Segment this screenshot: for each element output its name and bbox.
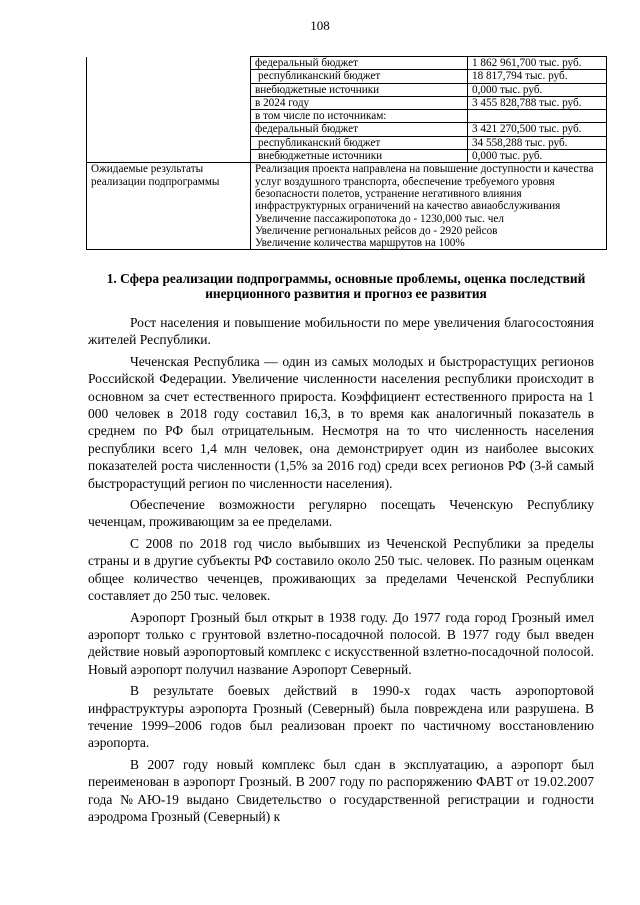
amount-cell: 0,000 тыс. руб.: [468, 150, 607, 163]
expected-results-line: Увеличение региональных рейсов до - 2920 рейсов: [255, 224, 498, 237]
amount-cell: 0,000 тыс. руб.: [468, 83, 607, 96]
amount-cell: 1 862 961,700 тыс. руб.: [468, 57, 607, 70]
table-row: [87, 110, 607, 123]
expected-results-label: Ожидаемые результаты реализации подпрограммы: [87, 163, 251, 250]
table-row: [87, 83, 607, 96]
source-cell: в 2024 году: [251, 96, 468, 109]
source-cell: республиканский бюджет: [251, 70, 468, 83]
table-row: [87, 57, 607, 70]
source-cell: федеральный бюджет: [251, 123, 468, 136]
expected-results-line: Увеличение пассажиропотока до - 1230,000 тыс. чел: [255, 212, 504, 225]
table-row: [87, 123, 607, 136]
amount-cell: 34 558,288 тыс. руб.: [468, 136, 607, 149]
amount-cell: [468, 110, 607, 123]
table-row: [87, 150, 607, 163]
section-heading: 1. Сфера реализации подпрограммы, основные проблемы, оценка последствий инерционного развития и прогноз ее развития: [106, 271, 586, 301]
amount-cell: 3 455 828,788 тыс. руб.: [468, 96, 607, 109]
page-number: 108: [310, 18, 330, 33]
paragraph: С 2008 по 2018 год число выбывших из Чеченской Республики за пределы страны и в другие субъекты РФ составило около 250 тыс. человек. По разным оценкам общее количество чеченцев, проживающих за пределами Чеченской Республики составляет до 250 тыс. человек.: [88, 535, 594, 604]
paragraph: В 2007 году новый комплекс был сдан в эксплуатацию, а аэропорт был переименован в аэропорт Грозный. В 2007 году по распоряжению ФАВТ от 19.02.2007 года №АЮ-19 выдано Свидетельство о государственной регистрации и годности аэродрома Грозный (Северный) к: [88, 756, 594, 824]
source-cell: внебюджетные источники: [251, 150, 468, 163]
empty-label-cell: [87, 136, 251, 149]
body-text: [88, 314, 594, 829]
funding-table: [86, 56, 607, 250]
source-cell: внебюджетные источники: [251, 83, 468, 96]
expected-results-line: Увеличение количества маршрутов на 100%: [255, 237, 465, 250]
expected-results-line: Реализация проекта направлена на повышение доступности и качества услуг воздушного транспорта, обеспечение требуемого уровня безопасности полетов, устранение негативного влияния инфраструктурных ограничений на качество авиаобслуживания: [255, 163, 594, 213]
expected-results-cell: [251, 163, 607, 250]
source-cell: федеральный бюджет: [251, 57, 468, 70]
paragraph: Чеченская Республика — один из самых молодых и быстрорастущих регионов Российской Федерации. Увеличение численности населения республики происходит в основном за счет естественного прироста. Коэффициент естественного прироста на 1 000 человек в 2018 году составил 16,3, в то время как аналогичный показатель в среднем по РФ был отрицательным. Несмотря на то что численность населения республики всего 1,4 млн человек, она демонстрирует один из наиболее высоких показателей роста численности (1,5% за 2016 год) среди всех регионов РФ (3-й самый быстрорастущий регион по численности населения).: [88, 353, 594, 491]
empty-label-cell: [87, 70, 251, 83]
source-cell: республиканский бюджет: [251, 136, 468, 149]
table-row: [87, 136, 607, 149]
expected-results-row: [87, 163, 607, 250]
empty-label-cell: [87, 123, 251, 136]
paragraph: Аэропорт Грозный был открыт в 1938 году. До 1977 года город Грозный имел аэропорт только с грунтовой взлетно-посадочной полосой. В 1977 году был введен действие новый аэропортовый комплекс с искусственной взлетно-посадочной полосой. Новый аэропорт получил название Аэропорт Северный.: [88, 609, 594, 677]
empty-label-cell: [87, 150, 251, 163]
empty-label-cell: [87, 83, 251, 96]
table-row: [87, 70, 607, 83]
amount-cell: 18 817,794 тыс. руб.: [468, 70, 607, 83]
empty-label-cell: [87, 96, 251, 109]
amount-cell: 3 421 270,500 тыс. руб.: [468, 123, 607, 136]
table-row: [87, 96, 607, 109]
paragraph: В результате боевых действий в 1990-х годах часть аэропортовой инфраструктуры аэропорта Грозный (Северный) была повреждена или разрушена. В течение 1999–2006 годов был реализован проект по частичному восстановлению аэропорта.: [88, 683, 594, 751]
paragraph: Рост населения и повышение мобильности по мере увеличения благосостояния жителей Республики.: [88, 315, 594, 348]
paragraph: Обеспечение возможности регулярно посещать Чеченскую Республику чеченцам, проживающим за ее пределами.: [88, 497, 594, 530]
empty-label-cell: [87, 57, 251, 70]
source-cell: в том числе по источникам:: [251, 110, 468, 123]
empty-label-cell: [87, 110, 251, 123]
